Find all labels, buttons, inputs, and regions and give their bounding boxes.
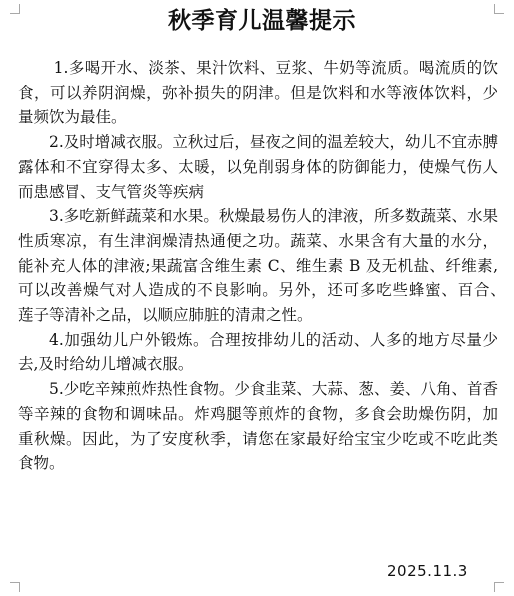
crop-mark-bottom-left — [10, 582, 20, 592]
paragraph-fresh-produce: 3.多吃新鲜蔬菜和水果。秋燥最易伤人的津液，所多数蔬菜、水果性质寒凉，有生津润燥清热通便之功。蔬菜、水果含有大量的水分，能补充人体的津液;果蔬富含维生素 C、维生素 B 及无机盐、纤维素,可以改善燥气对人造成的不良影响。另外，还可多吃些蜂蜜、百合、 莲子等清补之品，以顺应肺脏的清肃之性。 — [18, 207, 514, 325]
paragraph-outdoor-exercise: 4.加强幼儿户外锻炼。合理按排幼儿的活动、人多的地方尽量少去,及时给幼儿增减衣服。 — [18, 330, 498, 374]
document-date: 2025.11.3 — [387, 562, 468, 580]
paragraph-adjust-clothing: 2.及时增减衣服。立秋过后，昼夜之间的温差较大，幼儿不宜赤膊露体和不宜穿得太多、太暖，以免削弱身体的防御能力，使燥气伤人而患感冒、支气管炎等疾病 — [18, 133, 498, 201]
paragraph-drink-fluids: 1.多喝开水、淡茶、果汁饮料、豆浆、牛奶等流质。喝流质的饮食，可以养阴润燥，弥补损失的阴津。但是饮料和水等液体饮料，少量频饮为最佳。 — [18, 59, 498, 127]
document-title: 秋季育儿温馨提示 — [168, 8, 356, 34]
document-body — [18, 56, 514, 476]
crop-mark-bottom-right — [494, 582, 504, 592]
document-page — [18, 6, 514, 476]
paragraph-avoid-spicy-food: 5.少吃辛辣煎炸热性食物。少食韭菜、大蒜、葱、姜、八角、首香等辛辣的食物和调味品。炸鸡腿等煎炸的食物，多食会助燥伤阴，加重秋燥。因此，为了安度秋季，请您在家最好给宝宝少吃或不吃此类食物。 — [18, 380, 498, 473]
